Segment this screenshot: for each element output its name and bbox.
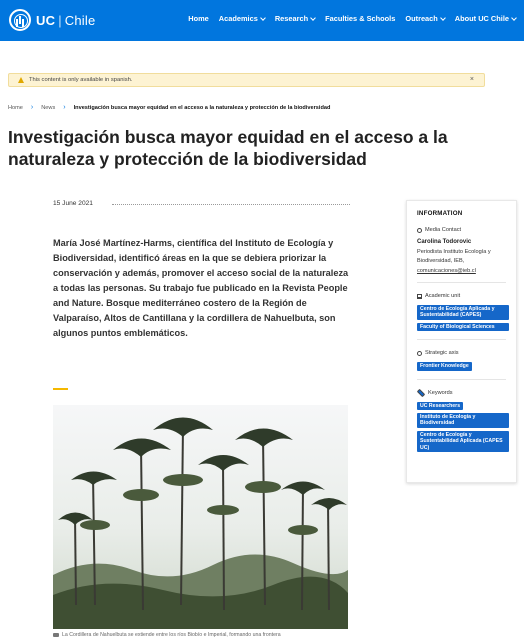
date-divider [112, 204, 350, 205]
page-title: Investigación busca mayor equidad en el acceso a la naturaleza y protección de la biodiversidad [8, 127, 448, 169]
sidebar-divider [417, 379, 506, 380]
photo-caption: La Cordillera de Nahuelbuta se extiende entre los ríos Biobío e Imperial, formando una frontera [53, 632, 353, 638]
tag-capes[interactable]: Centro de Ecología Aplicada y Sustentabilidad (CAPES) [417, 305, 509, 320]
chevron-down-icon [511, 15, 517, 21]
sidebar-divider [417, 339, 506, 340]
contact-email-link[interactable]: comunicaciones@ieb.cl [417, 268, 476, 274]
sidebar-title: INFORMATION [417, 210, 463, 217]
strategic-axis-heading: Strategic axis [417, 350, 506, 356]
tag-faculty-biological-sciences[interactable]: Faculty of Biological Sciences [417, 323, 509, 331]
chevron-down-icon [440, 15, 446, 21]
sidebar-divider [417, 282, 506, 283]
top-navigation-bar [0, 0, 524, 41]
alert-text: This content is only available in spanish. [29, 77, 133, 83]
article-lead: María José Martínez-Harms, científica del Instituto de Ecología y Biodiversidad, identificó áreas en la que se debiera priorizar la conservación y además, promover el acceso social de la naturaleza a todas las personas. Su trabajo fue publicado en la Revista People and Nature. Bosque mediterráneo costero de la Región de Valparaíso, Altos de Cantillana y la cordillera de Nahuelbuta, son algunos puntos emblemáticos. [53, 238, 349, 338]
nav-academics[interactable]: Academics [219, 14, 265, 23]
keywords-heading: Keywords [417, 390, 506, 396]
keyword-tags [417, 402, 506, 452]
tag-icon [417, 388, 425, 396]
academic-unit-heading: Academic unit [417, 293, 506, 299]
close-icon[interactable]: × [469, 76, 474, 83]
tag-frontier-knowledge[interactable]: Frontier Knowledge [417, 362, 472, 370]
breadcrumb [8, 104, 330, 111]
araucaria-forest-image [53, 405, 348, 629]
nav-home[interactable]: Home [188, 14, 209, 23]
nav-about-uc-chile[interactable]: About UC Chile [455, 14, 516, 23]
nav-faculties-schools[interactable]: Faculties & Schools [325, 14, 396, 23]
brand-name: UC | Chile [36, 12, 96, 28]
tag-capes-uc[interactable]: Centro de Ecología y Sustentabilidad Aplicada (CAPES UC) [417, 431, 509, 452]
publish-date: 15 June 2021 [53, 200, 93, 207]
tag-uc-researchers[interactable]: UC Researchers [417, 402, 463, 410]
breadcrumb-home[interactable]: Home [8, 104, 23, 111]
uc-seal-icon [9, 9, 31, 31]
main-nav [178, 14, 516, 23]
breadcrumb-current: Investigación busca mayor equidad en el acceso a la naturaleza y protección de la biodiversidad [73, 104, 331, 111]
language-alert [8, 73, 485, 87]
chevron-down-icon [260, 15, 266, 21]
media-contact-heading: Media Contact [417, 227, 506, 233]
uc-chile-logo[interactable] [9, 9, 95, 31]
accent-divider [53, 388, 68, 390]
breadcrumb-news[interactable]: News [41, 104, 56, 111]
nav-outreach[interactable]: Outreach [405, 14, 444, 23]
information-sidebar [406, 200, 517, 483]
academic-unit-tags [417, 305, 506, 331]
chevron-right-icon: › [30, 104, 34, 111]
contact-role: Periodista Instituto Ecología y Biodiversidad, IEB, [417, 249, 491, 264]
nav-research[interactable]: Research [275, 14, 315, 23]
chevron-down-icon [310, 15, 316, 21]
tag-ieb[interactable]: Instituto de Ecología y Biodiversidad [417, 413, 509, 428]
building-icon [417, 294, 422, 299]
article-photo [53, 405, 348, 629]
target-icon [417, 351, 422, 356]
chevron-right-icon: › [63, 104, 66, 111]
clock-icon [417, 228, 422, 233]
contact-name: Carolina Todorovic [417, 239, 472, 245]
warning-icon [18, 77, 24, 83]
strategic-axis-tags [417, 362, 506, 370]
camera-icon [53, 633, 59, 637]
